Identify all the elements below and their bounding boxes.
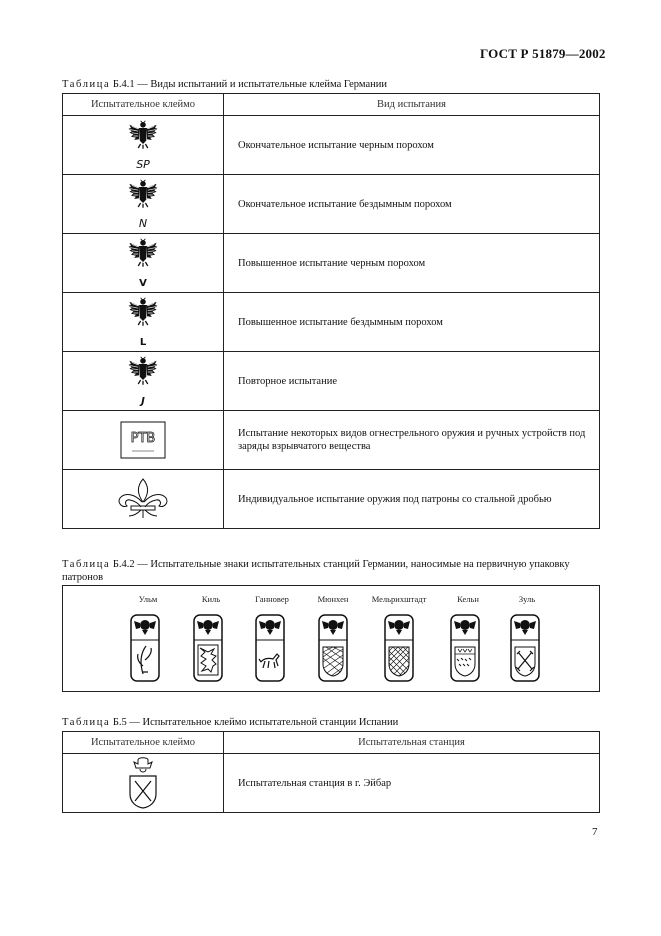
mark-letter: J <box>141 396 145 407</box>
caption-prefix: Таблица <box>62 79 111 90</box>
mark-cell <box>63 293 224 352</box>
hannover-stamp-icon <box>255 614 285 682</box>
mark-cell <box>63 352 224 411</box>
ptb-mark-icon <box>120 420 166 460</box>
caption-rest: Б.5 — Испытательное клеймо испытательной станции Испании <box>110 717 399 728</box>
caption-rest: Б.4.2 — Испытательные знаки испытательных станций Германии, наносимые на первичную упаковку патронов <box>62 559 570 583</box>
test-desc: Окончательное испытание бездымным порохом <box>224 175 600 234</box>
col-header-station: Испытательная станция <box>224 732 600 754</box>
city-label: Зуль <box>518 594 536 604</box>
mark-letter: V <box>139 278 147 289</box>
mark-cell <box>63 470 224 529</box>
city-label: Кельн <box>457 594 479 604</box>
mark-letter: L <box>139 337 147 348</box>
mark-cell <box>63 234 224 293</box>
mellrichstadt-stamp-icon <box>384 614 414 682</box>
eagle-mark-icon <box>123 354 163 408</box>
eagle-mark-icon <box>123 118 163 172</box>
station-desc: Испытательная станция в г. Эйбар <box>224 754 600 813</box>
caption-rest: Б.4.1 — Виды испытаний и испытательные клейма Германии <box>110 79 387 90</box>
eagle-mark-icon <box>123 295 163 349</box>
ulm-stamp-icon <box>130 614 160 682</box>
city-label: Мельрихштадт <box>371 594 427 604</box>
standard-header: ГОСТ Р 51879—2002 <box>480 46 606 61</box>
ptb-letters: PTB <box>130 431 156 446</box>
kiel-stamp-icon <box>193 614 223 682</box>
table-b5-caption <box>62 716 398 729</box>
col-header-mark: Испытательное клеймо <box>63 94 224 116</box>
mark-letter: SP <box>136 158 150 171</box>
city-label: Ульм <box>138 594 158 604</box>
eagle-mark-icon <box>123 236 163 290</box>
page-number: 7 <box>592 826 598 838</box>
mark-cell <box>63 411 224 470</box>
mark-cell <box>63 175 224 234</box>
suhl-stamp-icon <box>510 614 540 682</box>
table-b41-caption <box>62 78 387 91</box>
city-label: Ганновер <box>255 594 289 604</box>
eibar-stamp-icon <box>126 756 160 810</box>
test-desc: Испытание некоторых видов огнестрельного оружия и ручных устройств под заряды взрывчатого вещества <box>224 411 600 470</box>
mark-cell <box>63 116 224 175</box>
caption-prefix: Таблица <box>62 717 111 728</box>
city-label: Киль <box>201 594 221 604</box>
table-b42 <box>62 585 600 692</box>
cologne-stamp-icon <box>450 614 480 682</box>
munich-stamp-icon <box>318 614 348 682</box>
test-desc: Индивидуальное испытание оружия под патроны со стальной дробью <box>224 470 600 529</box>
test-desc: Окончательное испытание черным порохом <box>224 116 600 175</box>
col-header-mark: Испытательное клеймо <box>63 732 224 754</box>
mark-letter: N <box>138 217 148 230</box>
test-desc: Повышенное испытание черным порохом <box>224 234 600 293</box>
col-header-test: Вид испытания <box>224 94 600 116</box>
eagle-mark-icon <box>123 177 163 231</box>
table-b42-caption <box>62 558 600 584</box>
fleur-de-lis-icon <box>115 476 171 522</box>
test-desc: Повторное испытание <box>224 352 600 411</box>
table-b41 <box>62 93 600 529</box>
caption-prefix: Таблица <box>62 559 111 570</box>
city-label: Мюнхен <box>317 594 349 604</box>
mark-cell <box>63 754 224 813</box>
test-desc: Повышенное испытание бездымным порохом <box>224 293 600 352</box>
table-b5 <box>62 731 600 813</box>
